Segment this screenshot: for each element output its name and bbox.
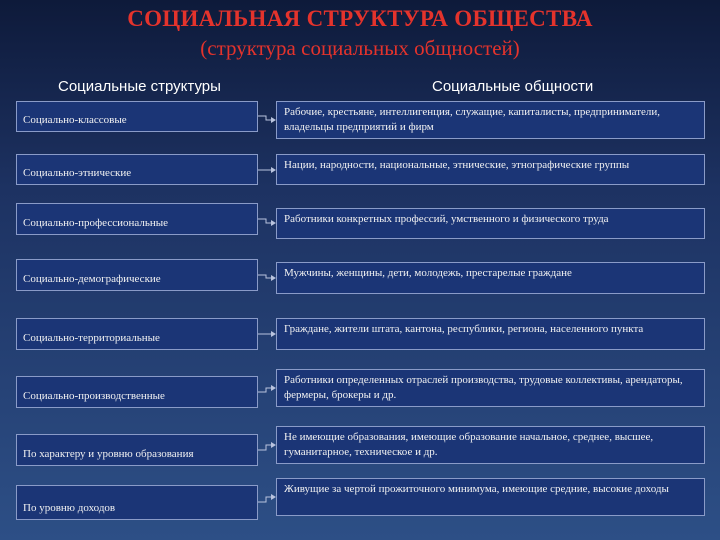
structure-label: Социально-территориальные xyxy=(23,332,160,344)
community-box-demographic: Мужчины, женщины, дети, молодежь, престарелые граждане xyxy=(276,262,705,294)
community-box-education: Не имеющие образования, имеющие образование начальное, среднее, высшее, гуманитарное, техническое и др. xyxy=(276,426,705,464)
community-box-territorial: Граждане, жители штата, кантона, республики, региона, населенного пункта xyxy=(276,318,705,350)
structure-label: По характеру и уровню образования xyxy=(23,448,194,460)
community-box-professional: Работники конкретных профессий, умственного и физического труда xyxy=(276,208,705,239)
page-title: СОЦИАЛЬНАЯ СТРУКТУРА ОБЩЕСТВА xyxy=(127,6,593,31)
structure-box-education xyxy=(16,434,258,466)
structure-label: Социально-этнические xyxy=(23,167,132,179)
left-column-header: Социальные структуры xyxy=(58,78,221,95)
connector-arrow xyxy=(258,445,274,450)
community-box-income: Живущие за чертой прожиточного минимума, имеющие средние, высокие доходы xyxy=(276,478,705,516)
structure-label: Социально-производственные xyxy=(23,390,165,402)
connector-arrow xyxy=(258,275,274,278)
page-subtitle: (структура социальных общностей) xyxy=(200,36,520,60)
right-column-header: Социальные общности xyxy=(432,78,594,95)
community-box-class: Рабочие, крестьяне, интеллигенция, служащие, капиталисты, предприниматели, владельцы предприятий и фирм xyxy=(276,101,705,139)
structure-box-territorial xyxy=(16,318,258,350)
community-box-ethnic: Нации, народности, национальные, этнические, этнографические группы xyxy=(276,154,705,185)
structure-box-ethnic xyxy=(16,154,258,185)
structure-box-class xyxy=(16,101,258,132)
structure-box-professional xyxy=(16,203,258,235)
connector-arrow xyxy=(258,388,274,392)
structure-label: Социально-профессиональные xyxy=(23,217,168,229)
connector-arrow xyxy=(258,219,274,223)
structure-box-production xyxy=(16,376,258,408)
structure-box-demographic xyxy=(16,259,258,291)
structure-label: Социально-демографические xyxy=(23,273,161,285)
structure-box-income xyxy=(16,485,258,520)
structure-label: Социально-классовые xyxy=(23,114,127,126)
structure-label: По уровню доходов xyxy=(23,502,116,514)
community-box-production: Работники определенных отраслей производства, трудовые коллективы, арендаторы, фермеры, брокеры и др. xyxy=(276,369,705,407)
connector-arrow xyxy=(258,116,274,120)
connector-arrow xyxy=(258,497,274,502)
